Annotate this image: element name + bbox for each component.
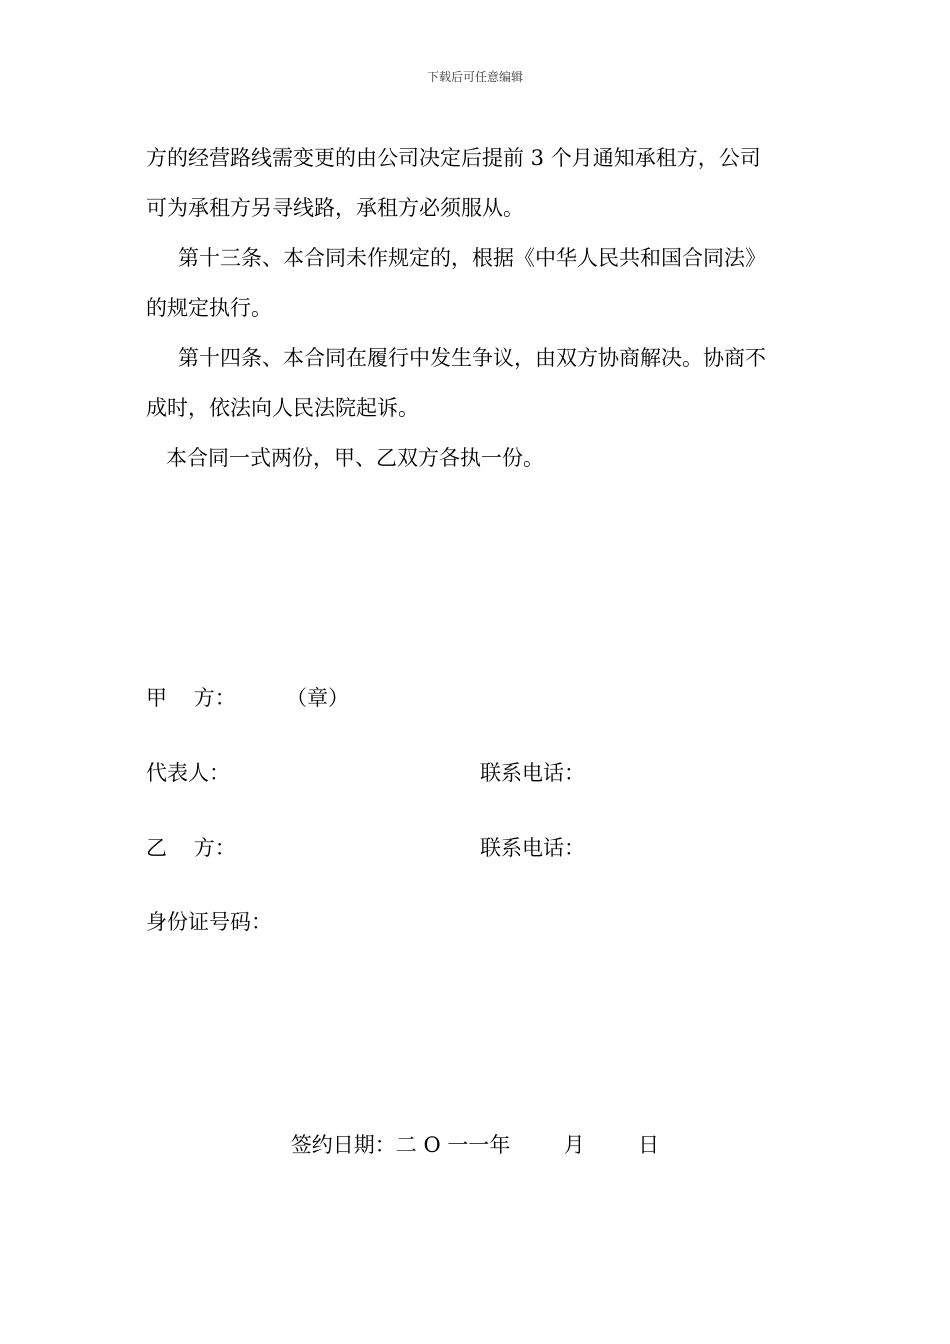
contact-phone-label: 联系电话： (480, 836, 585, 860)
id-number-label: 身份证号码： (146, 910, 272, 934)
article-13: 第十三条、本合同未作规定的，根据《中华人民共和国合同法》 (178, 246, 766, 270)
body-line: 可为承租方另寻线路，承租方必须服从。 (146, 196, 524, 220)
body-line: 成时，依法向人民法院起诉。 (146, 396, 419, 420)
party-a-label: 甲 方： (146, 686, 236, 710)
body-line: 方的经营路线需变更的由公司决定后提前 3 个月通知承租方，公司 (146, 146, 761, 170)
body-line: 的规定执行。 (146, 296, 272, 320)
article-14: 第十四条、本合同在履行中发生争议，由双方协商解决。协商不 (178, 346, 766, 370)
seal-label: （章） (286, 686, 349, 710)
representative-label: 代表人： (146, 761, 230, 785)
party-b-label: 乙 方： (146, 836, 236, 860)
signing-date: 签约日期：二 O 一一年 月 日 (290, 1133, 660, 1157)
page-header-note: 下载后可任意编辑 (426, 70, 523, 84)
contact-phone-label: 联系电话： (480, 761, 585, 785)
contract-body (146, 133, 811, 483)
copies-clause: 本合同一式两份，甲、乙双方各执一份。 (166, 446, 544, 470)
